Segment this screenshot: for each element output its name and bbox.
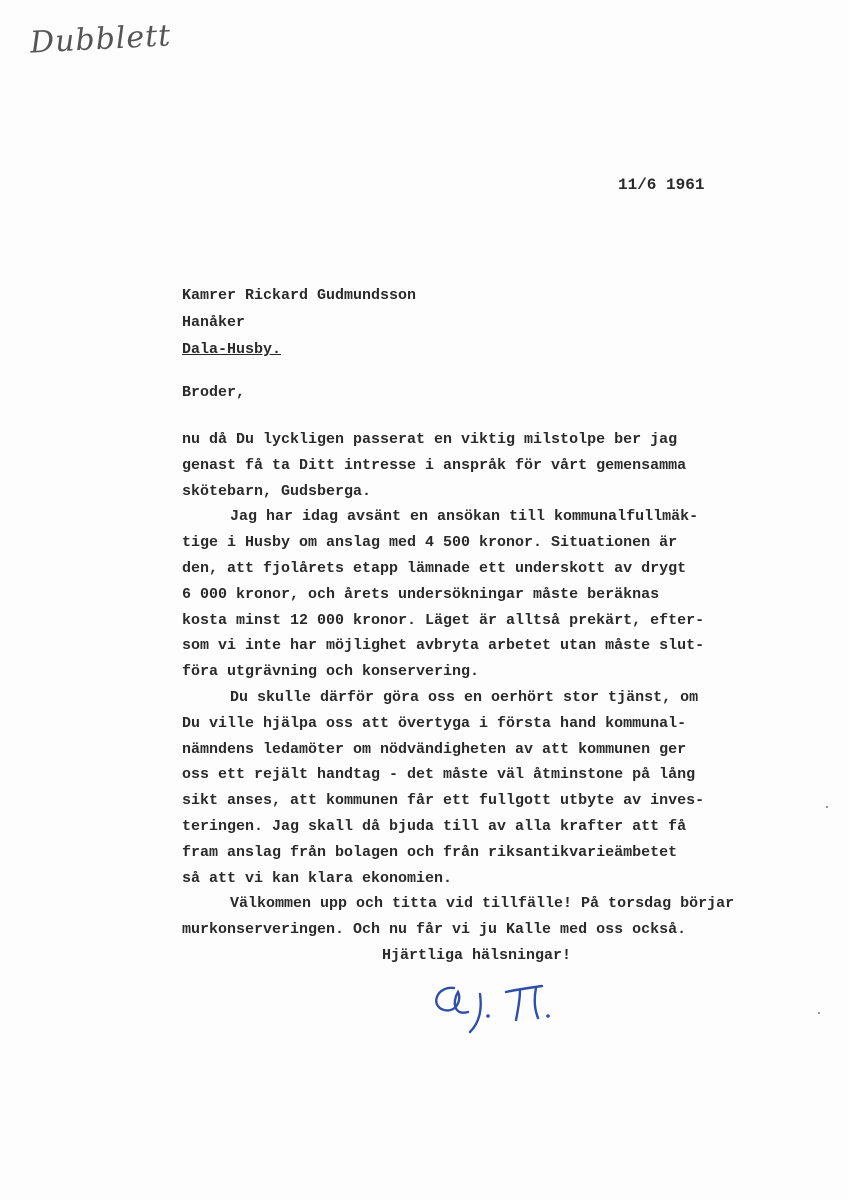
handwritten-annotation: Dubblett — [29, 18, 173, 61]
body-line: Du ville hjälpa oss att övertyga i första hand kommunal- — [182, 714, 687, 732]
body-line: genast få ta Ditt intresse i anspråk för vårt gemensamma — [182, 456, 687, 474]
body-line: 6 000 kronor, och årets undersökningar måste beräknas — [182, 585, 660, 603]
closing-line: Hjärtliga hälsningar! — [382, 946, 572, 964]
letter-body — [182, 427, 822, 969]
body-line: tige i Husby om anslag med 4 500 kronor. Situationen är — [182, 534, 678, 552]
paper-speck — [818, 1012, 820, 1014]
body-line: så att vi kan klara ekonomien. — [182, 869, 453, 887]
body-line: Jag har idag avsänt en ansökan till kommunalfullmäk- — [230, 508, 699, 526]
recipient-place: Hanåker — [182, 314, 246, 331]
body-line: den, att fjolårets etapp lämnade ett underskott av drygt — [182, 559, 687, 577]
letter-date: 11/6 1961 — [618, 176, 705, 194]
recipient-address — [182, 282, 416, 363]
body-line: sikt anses, att kommunen får ett fullgott utbyte av inves- — [182, 792, 705, 810]
body-line: Välkommen upp och titta vid tillfälle! På torsdag börjar — [230, 895, 735, 913]
body-line: som vi inte har möjlighet avbryta arbetet utan måste slut- — [182, 637, 705, 655]
body-line: föra utgrävning och konservering. — [182, 663, 480, 681]
paper-speck — [826, 806, 828, 808]
salutation: Broder, — [182, 384, 246, 401]
body-line: murkonserveringen. Och nu får vi ju Kalle med oss också. — [182, 921, 687, 939]
body-line: kosta minst 12 000 kronor. Läget är alltså prekärt, efter- — [182, 611, 705, 629]
body-line: skötebarn, Gudsberga. — [182, 482, 372, 500]
recipient-name: Kamrer Rickard Gudmundsson — [182, 287, 417, 304]
body-line: nu då Du lyckligen passerat en viktig milstolpe ber jag — [182, 431, 678, 448]
body-line: nämndens ledamöter om nödvändigheten av att kommunen ger — [182, 740, 687, 758]
body-line: oss ett rejält handtag - det måste väl åtminstone på lång — [182, 766, 696, 784]
recipient-city: Dala-Husby. — [182, 341, 282, 358]
body-line: teringen. Jag skall då bjuda till av alla krafter att få — [182, 817, 687, 835]
body-line: Du skulle därför göra oss en oerhört stor tjänst, om — [230, 688, 699, 706]
handwritten-signature — [424, 972, 564, 1042]
body-line: fram anslag från bolagen och från riksantikvarieämbetet — [182, 843, 678, 861]
